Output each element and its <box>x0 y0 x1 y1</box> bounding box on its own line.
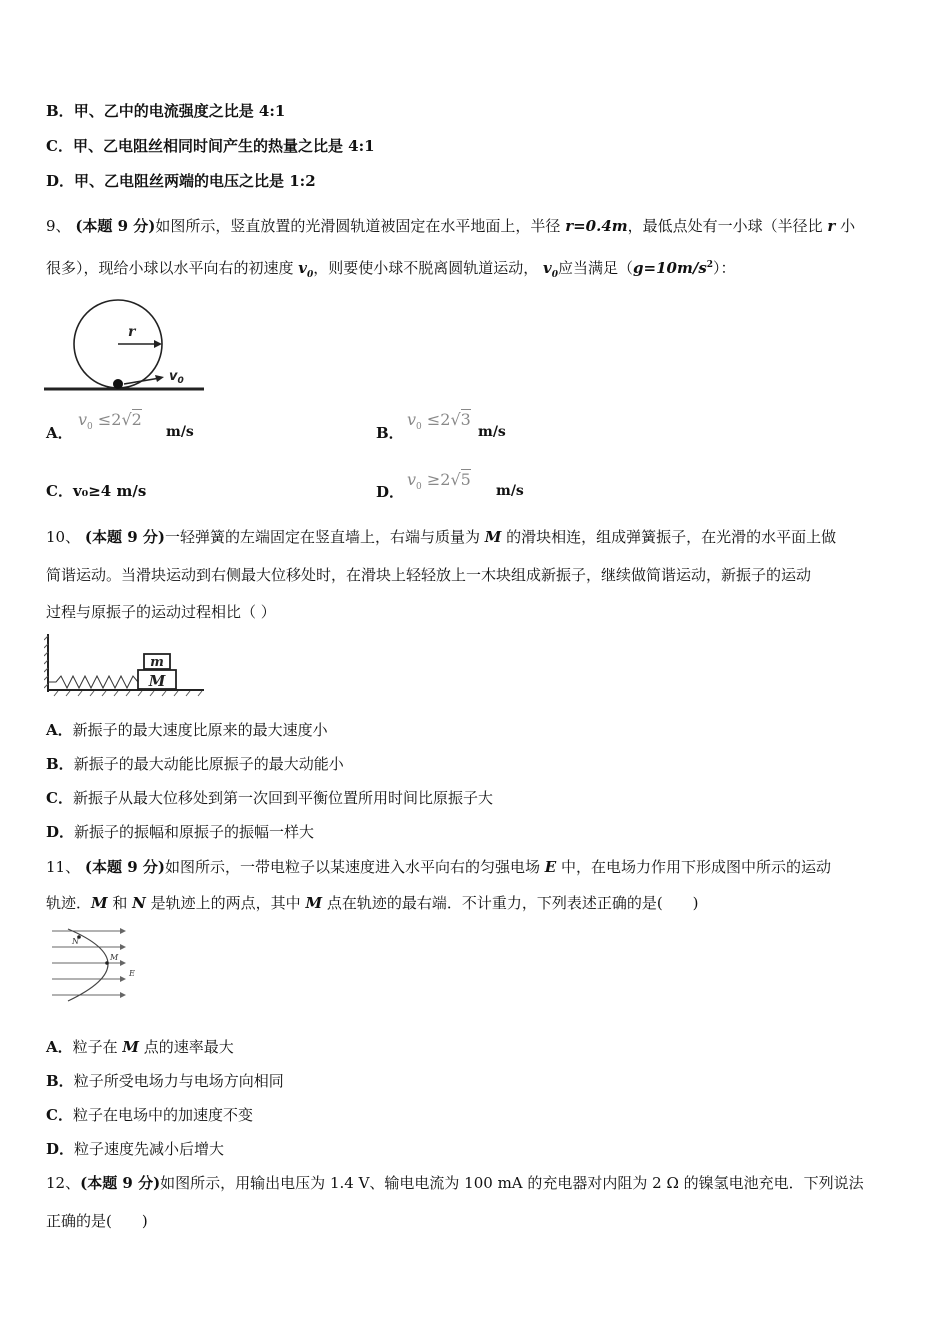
q9-text: ）： <box>713 259 736 277</box>
option-text: v₀≥4 m/s <box>72 482 147 500</box>
formula-radicand: 2 <box>131 410 142 429</box>
question-score: (本题 9 分) <box>75 217 156 235</box>
q9-text: 如图所示，竖直放置的光滑圆轨道被固定在水平地面上，半径 <box>155 217 566 235</box>
q11-text: 是轨迹上的两点，其中 <box>145 894 306 912</box>
option-text: 新振子从最大位移处到第一次回到平衡位置所用时间比原振子大 <box>72 789 493 807</box>
option-label: C． <box>46 789 73 807</box>
q9-gravity-exp: 2 <box>706 260 714 270</box>
question-score: (本题 9 分) <box>80 1174 161 1192</box>
formula-radicand: 5 <box>460 470 471 489</box>
q9-option-b-label: B． <box>376 424 404 442</box>
q9-option-d-formula <box>407 470 471 492</box>
velocity-label <box>169 369 184 386</box>
q11-point-m: M <box>305 894 323 912</box>
velocity-line <box>124 378 160 384</box>
option-text: 粒子在电场中的加速度不变 <box>72 1106 253 1124</box>
field-arrow-icons <box>120 928 126 998</box>
q10-option-d <box>46 822 314 842</box>
option-text: 粒子所受电场力与电场方向相同 <box>73 1072 284 1090</box>
option-text: 甲、乙电阻丝两端的电压之比是 1:2 <box>74 172 316 190</box>
q11-text: 如图所示，一带电粒子以某速度进入水平向右的匀强电场 <box>164 858 545 876</box>
option-label: C． <box>46 1106 73 1124</box>
option-text: 甲、乙电阻丝相同时间产生的热量之比是 4:1 <box>72 137 375 155</box>
q9-gravity: g=10m/s <box>633 259 707 277</box>
sqrt-icon: √ <box>121 410 132 429</box>
q10-line-3: 过程与原振子的运动过程相比（ ） <box>46 603 276 621</box>
q9-option-a-formula <box>78 410 142 432</box>
q11-line-2 <box>46 893 699 913</box>
q10-option-b <box>46 754 344 774</box>
ball <box>113 379 123 389</box>
option-text: 新振子的最大动能比原振子的最大动能小 <box>73 755 344 773</box>
q9-v0: v <box>543 259 552 277</box>
q9-option-b-unit: m/s <box>478 424 506 440</box>
sqrt-icon: √ <box>450 410 461 429</box>
q9-v0: v <box>298 259 307 277</box>
q12-text: 如图所示，用输出电压为 1.4 V、输电电流为 100 mA 的充电器对内阻为 2 Ω 的镍氢电池充电．下列说法 <box>160 1174 864 1192</box>
formula-v: v <box>407 470 417 489</box>
velocity-label-v: v <box>169 369 178 384</box>
floor-hatch <box>54 691 202 696</box>
question-number: 10、 <box>46 528 81 546</box>
q9-text: 小 <box>835 217 856 235</box>
option-label: A． <box>46 721 73 739</box>
label-n: N <box>72 937 79 946</box>
block-M-label: M <box>148 672 166 690</box>
option-label: B． <box>46 755 74 773</box>
q9-circle-track-figure <box>44 296 209 396</box>
option-text: 粒子在 <box>72 1038 123 1056</box>
q9-option-a-unit: m/s <box>166 424 194 440</box>
q11-option-c <box>46 1105 253 1125</box>
option-text: 新振子的最大速度比原来的最大速度小 <box>72 721 328 739</box>
q9-option-d-label: D． <box>376 483 405 501</box>
question-score: (本题 9 分) <box>84 528 165 546</box>
q10-text: 的滑块相连，组成弹簧振子，在光滑的水平面上做 <box>501 528 837 546</box>
velocity-label-sub: 0 <box>177 376 184 386</box>
option-label: A． <box>46 1038 73 1056</box>
formula-relation: ≤ <box>97 410 112 429</box>
q9-text: ，则要使小球不脱离圆轨道运动， <box>313 259 544 277</box>
option-text: 粒子速度先减小后增大 <box>74 1140 225 1158</box>
option-label: D． <box>46 1140 75 1158</box>
option-text: 甲、乙中的电流强度之比是 4:1 <box>73 102 286 120</box>
radius-label: r <box>128 324 136 340</box>
field-lines <box>52 931 122 995</box>
formula-relation: ≥ <box>426 470 441 489</box>
q10-option-a <box>46 720 328 740</box>
formula-relation: ≤ <box>426 410 441 429</box>
formula-sub: 0 <box>416 482 422 493</box>
option-label: D． <box>46 823 75 841</box>
q12-line-2: 正确的是( ) <box>46 1212 148 1230</box>
option-var: M <box>122 1038 140 1056</box>
q11-line-1 <box>46 857 831 877</box>
label-m: M <box>110 953 119 962</box>
q9-r-var: r <box>827 217 836 235</box>
q9-text: 很多），现给小球以水平向右的初速度 <box>46 259 299 277</box>
q9-v0-sub: 0 <box>307 270 314 280</box>
formula-sub: 0 <box>87 422 93 433</box>
formula-radicand: 3 <box>460 410 471 429</box>
question-score: (本题 9 分) <box>84 858 165 876</box>
q9-line-2 <box>46 255 736 285</box>
option-text: 新振子的振幅和原振子的振幅一样大 <box>74 823 315 841</box>
formula-coef: 2 <box>440 470 451 489</box>
option-label: B． <box>46 102 74 120</box>
q10-line-1 <box>46 527 836 547</box>
spring <box>48 676 138 688</box>
q11-text: 轨迹． <box>46 894 92 912</box>
question-number: 12、 <box>46 1174 81 1192</box>
q10-mass-var: M <box>484 528 502 546</box>
formula-coef: 2 <box>440 410 451 429</box>
prev-option-c <box>46 136 375 156</box>
q9-text: ，最低点处有一小球（半径比 <box>627 217 828 235</box>
question-number: 9、 <box>46 217 71 235</box>
sqrt-icon: √ <box>450 470 461 489</box>
formula-coef: 2 <box>111 410 122 429</box>
q11-field-figure <box>48 925 143 1005</box>
q11-option-b <box>46 1071 284 1091</box>
q11-point-m: M <box>91 894 108 912</box>
q10-text: 一轻弹簧的左端固定在竖直墙上，右端与质量为 <box>164 528 485 546</box>
option-text: 点的速率最大 <box>139 1038 234 1056</box>
radius-arrow-icon <box>154 340 162 348</box>
formula-v: v <box>78 410 88 429</box>
q12-line-1 <box>46 1173 864 1193</box>
q11-text: 中，在电场力作用下形成图中所示的运动 <box>556 858 831 876</box>
formula-sub: 0 <box>416 422 422 433</box>
q11-text: 点在轨迹的最右端．不计重力，下列表述正确的是( ) <box>322 894 699 912</box>
point-m <box>105 961 109 965</box>
q11-field-var: E <box>544 858 557 876</box>
velocity-arrow-icon <box>155 375 164 382</box>
formula-v: v <box>407 410 417 429</box>
q9-line-1 <box>46 216 855 236</box>
question-number: 11、 <box>46 858 81 876</box>
q11-text: 和 <box>107 894 133 912</box>
option-label: B． <box>46 1072 74 1090</box>
q9-option-d-unit: m/s <box>496 483 524 499</box>
q11-point-n: N <box>132 894 146 912</box>
block-m-label: m <box>150 655 164 670</box>
q10-line-2: 简谐运动。当滑块运动到右侧最大位移处时，在滑块上轻轻放上一木块组成新振子，继续做简谐运动，新振子的运动 <box>46 566 812 584</box>
q9-text: 应当满足（ <box>558 259 634 277</box>
label-e: E <box>129 969 135 978</box>
option-label: D． <box>46 172 75 190</box>
q9-v0-sub: 0 <box>551 270 559 280</box>
q10-option-c <box>46 788 493 808</box>
option-label: C． <box>46 137 73 155</box>
q9-option-b-formula <box>407 410 471 432</box>
q11-option-d <box>46 1139 224 1159</box>
prev-option-d <box>46 171 316 191</box>
q9-option-c <box>46 481 146 501</box>
option-label: C． <box>46 482 73 500</box>
q9-option-a-label: A． <box>46 424 73 442</box>
q11-option-a <box>46 1037 234 1057</box>
q9-radius: r=0.4m <box>565 217 628 235</box>
q10-spring-figure <box>44 634 209 700</box>
prev-option-b <box>46 101 285 121</box>
